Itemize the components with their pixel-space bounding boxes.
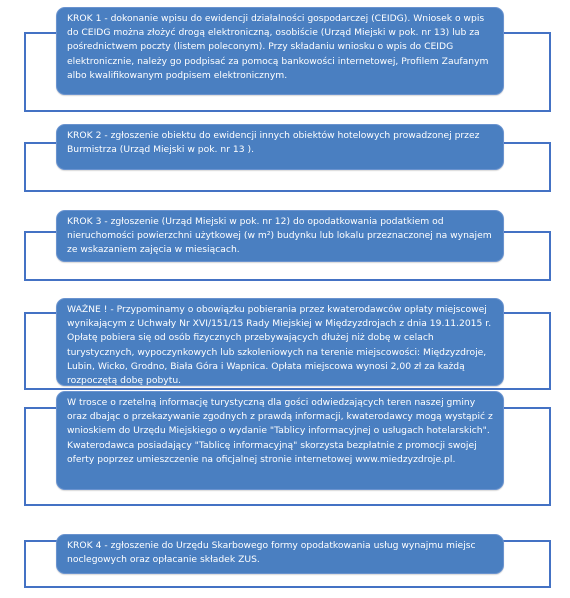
important-note-text: WAŻNE ! - Przypominamy o obowiązku pobierania przez kwaterodawców opłaty miejscowej wynikającym z Uchwały Nr XVI/151/15 Rady Miejskiej w Międzyzdrojach z dnia 19.11.2015 r. Opłatę pobiera się od osób fizycznych przebywających dłużej niż dobę w celach turystycznych, wypoczynkowych lub szkoleniowych na terenie miejscowości: Międzyzdroje, Lubin, Wicko, Grodno, Biała Góra i Wapnica. Opłata miejscowa wynosi 2,00 zł za każdą rozpoczętą dobę pobytu.: [67, 304, 492, 387]
step-2-box: [56, 124, 504, 170]
step-4-text: KROK 4 - zgłoszenie do Urzędu Skarbowego formy opodatkowania usług wynajmu miejsc noclegowych oraz opłacanie składek ZUS.: [67, 540, 476, 566]
step-1-text: KROK 1 - dokonanie wpisu do ewidencji działalności gospodarczej (CEIDG). Wniosek o wpis do CEIDG można złożyć drogą elektroniczną, osobiście (Urząd Miejski w pok. nr 13) lub za pośrednictwem poczty (listem poleconym). Przy składaniu wniosku o wpis do CEIDG elektronicznie, należy go podpisać za pomocą bankowości internetowej, Profilem Zaufanym albo kwalifikowanym podpisem elektronicznym.: [67, 13, 489, 81]
step-1-box: [56, 7, 504, 95]
step-4-box: [56, 534, 504, 574]
information-board-box: [56, 391, 504, 490]
step-3-text: KROK 3 - zgłoszenie (Urząd Miejski w pok. nr 12) do opodatkowania podatkiem od nieruchomości powierzchni użytkowej (w m²) budynku lub lokalu przeznaczonej na wynajem ze wskazaniem zajęcia w miesiącach.: [67, 216, 492, 256]
information-board-text: W trosce o rzetelną informację turystyczną dla gości odwiedzających teren naszej gminy oraz dbając o przekazywanie zgodnych z prawdą informacji, kwaterodawcy mogą wystąpić z wnioskiem do Urzędu Miejskiego o wydanie "Tablicy informacyjnej o usługach hotelarskich". Kwaterodawca posiadający "Tablicę informacyjną" skorzysta bezpłatnie z promocji swojej oferty poprzez umieszczenie na oficjalnej stronie internetowej www.miedzyzdroje.pl.: [67, 397, 493, 465]
step-2-text: KROK 2 - zgłoszenie obiektu do ewidencji innych obiektów hotelowych prowadzonej przez Burmistrza (Urząd Miejski w pok. nr 13 ).: [67, 130, 480, 156]
important-note-box: [56, 298, 504, 386]
step-3-box: [56, 210, 504, 262]
